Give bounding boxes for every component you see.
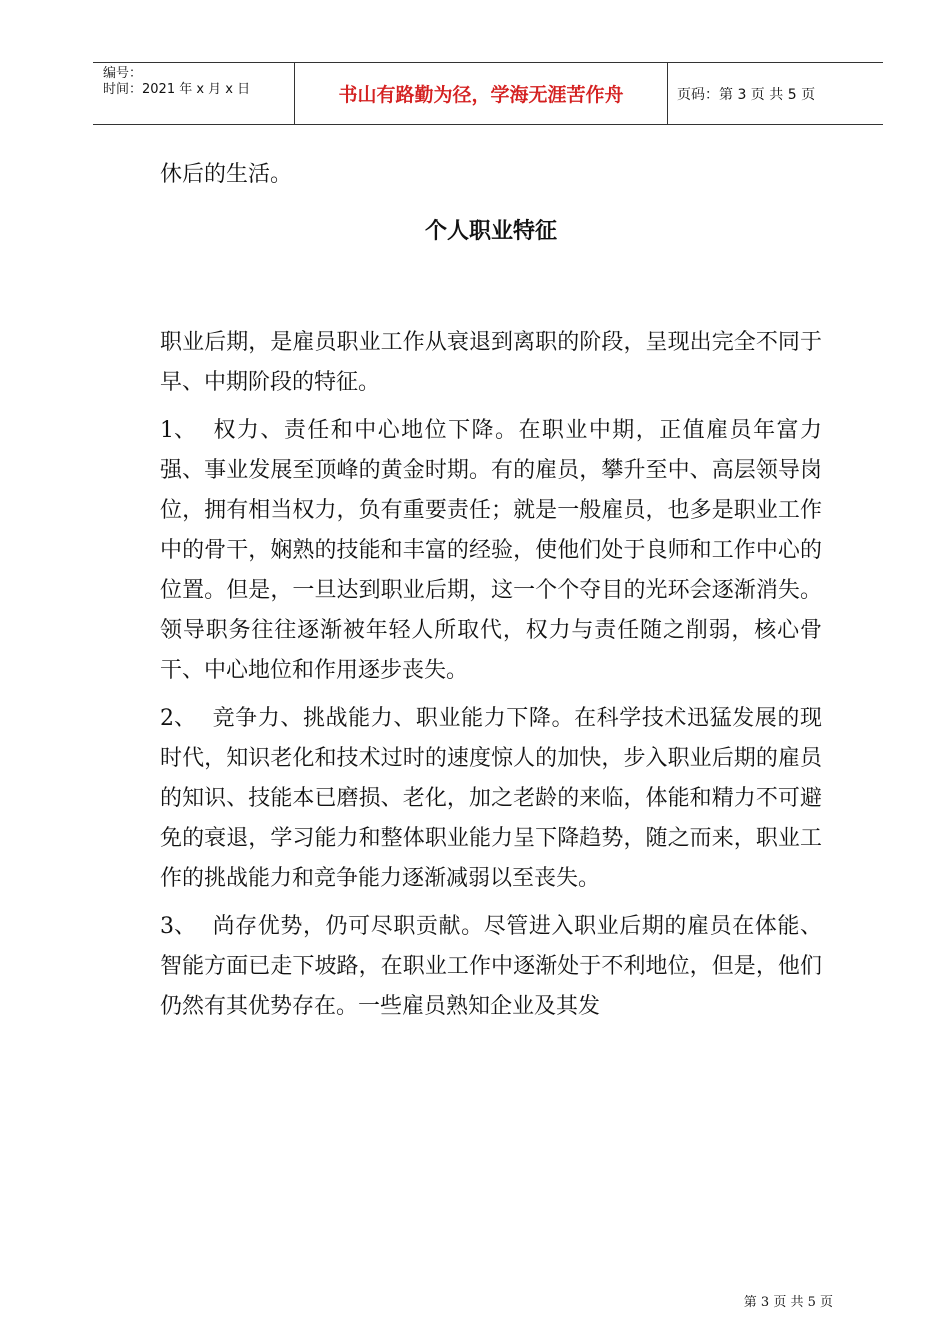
list-item [160,699,822,899]
intro-paragraph: 职业后期，是雇员职业工作从衰退到离职的阶段，呈现出完全不同于早、中期阶段的特征。 [160,330,822,395]
list-item-number: 3、 [160,914,196,939]
list-item [160,907,822,1027]
header-date: 时间：2021 年 x 月 x 日 [103,82,251,97]
list-item-number: 1、 [160,418,196,443]
header-meta [103,66,250,98]
list-item-text: 竞争力、挑战能力、职业能力下降。在科学技术迅猛发展的现时代，知识老化和技术过时的速度惊人的加快，步入职业后期的雇员的知识、技能本已磨损、老化，加之老龄的来临，体能和精力不可避免的衰退，学习能力和整体职业能力呈下降趋势，随之而来，职业工作的挑战能力和竞争能力逐渐减弱以至丧失。 [160,706,822,891]
header-page-info: 页码：第 3 页 共 5 页 [677,86,816,103]
list-item-text: 尚存优势，仍可尽职贡献。尽管进入职业后期的雇员在体能、智能方面已走下坡路，在职业工作中逐渐处于不利地位，但是，他们仍然有其优势存在。一些雇员熟知企业及其发 [160,914,822,1019]
list-item-number: 2、 [160,706,196,731]
header-serial-label: 编号： [103,66,143,81]
header-motto: 书山有路勤为径，学海无涯苦作舟 [338,84,624,106]
page-footer: 第 3 页 共 5 页 [743,1295,833,1310]
list-item-text: 权力、责任和中心地位下降。在职业中期，正值雇员年富力强、事业发展至顶峰的黄金时期。有的雇员，攀升至中、高层领导岗位，拥有相当权力，负有重要责任；就是一般雇员，也多是职业工作中的骨干，娴熟的技能和丰富的经验，使他们处于良师和工作中心的位置。但是，一旦达到职业后期，这一个个夺目的光环会逐渐消失。领导职务往往逐渐被年轻人所取代，权力与责任随之削弱，核心骨干、中心地位和作用逐步丧失。 [160,418,822,683]
section-spacer [160,251,822,323]
header-divider-right [667,63,668,124]
page-header [93,62,883,125]
continuation-text: 休后的生活。 [160,162,293,187]
list-item [160,411,822,691]
document-body [160,155,822,1035]
section-title: 个人职业特征 [424,218,557,244]
